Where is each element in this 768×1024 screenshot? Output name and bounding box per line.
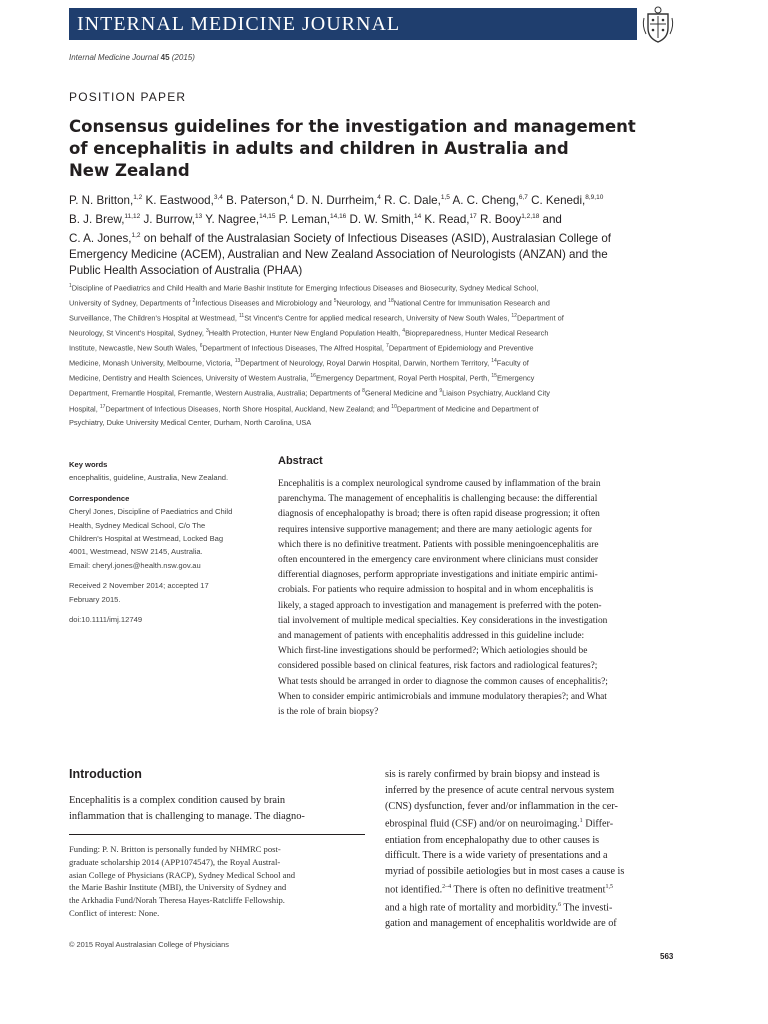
affil-text: General Medicine and: [364, 388, 440, 398]
funding-line: Funding: P. N. Britton is personally funded by NHMRC post-: [69, 844, 281, 854]
affil-text: Biopreparedness, Hunter Medical Research: [405, 328, 549, 338]
affil-ref: 18: [388, 298, 394, 305]
affil-ref: 1,2: [131, 231, 141, 239]
author-kenedi: C. Kenedi,: [527, 193, 586, 207]
affil-ref: 2: [192, 298, 196, 305]
affil-ref: 6: [199, 343, 203, 350]
abstract-line: is the role of brain biopsy?: [278, 707, 379, 718]
affil-ref: 12: [511, 313, 517, 320]
correspondence-heading: Correspondence: [69, 493, 130, 503]
affil-text: Department of Medicine and Department of: [396, 403, 539, 413]
copyright-notice: © 2015 Royal Australasian College of Physicians: [69, 940, 229, 949]
affil-text: Institute, Newcastle, New South Wales,: [69, 343, 200, 353]
abstract-line: What tests should be arranged in order to diagnose the common causes of encephalitis?;: [278, 676, 608, 687]
abstract-line: parenchyma. The management of encephalitis is challenging because: the differential: [278, 494, 598, 505]
affil-ref: 7: [386, 343, 389, 350]
affil-text: University of Sydney, Departments of: [69, 298, 193, 308]
author-line-5: Public Health Association of Australia (PHAA): [69, 263, 303, 277]
affil-ref: 4: [289, 194, 294, 201]
abstract-heading: Abstract: [278, 455, 323, 467]
page-number: 563: [660, 952, 674, 961]
affil-ref: 14,15: [259, 212, 276, 220]
intro-line: Encephalitis is a complex condition caused by brain: [69, 795, 286, 806]
affil-line-2: [69, 295, 689, 310]
intro-text: There is often no definitive treatment: [451, 884, 606, 896]
received-line: February 2015.: [69, 594, 121, 604]
affil-text: Department of: [516, 313, 564, 323]
abstract-line: diagnosis of encephalopathy is broad; there is often rapid disease progression; it often: [278, 509, 600, 520]
citation-ref: 2–4: [442, 883, 452, 890]
author-eastwood: K. Eastwood,: [142, 193, 214, 207]
title-line-2: of encephalitis in adults and children in Australia and: [69, 139, 569, 158]
correspondence-email[interactable]: Email: cheryl.jones@health.nsw.gov.au: [69, 560, 201, 570]
affil-ref: 13: [194, 212, 203, 220]
intro-line: inflammation that is challenging to manage. The diagno-: [69, 811, 305, 822]
citation-year: (2015): [171, 53, 195, 62]
intro-text: ebrospinal fluid (CSF) and/or on neuroimaging.: [385, 818, 580, 830]
journal-citation: [69, 53, 195, 62]
affil-text: Hospital,: [69, 403, 100, 413]
affil-ref: 1,2: [133, 194, 143, 201]
affil-ref: 16: [310, 373, 316, 380]
college-crest-icon: [640, 4, 676, 44]
affil-ref: 11: [238, 313, 245, 320]
affil-text: Department, Fremantle Hospital, Fremantle, Western Australia, Australia; Departments of: [69, 388, 363, 398]
affil-text: St Vincent's Centre for applied medical research, University of New South Wales,: [244, 313, 512, 323]
abstract-line: which there is no definitive treatment. Patients with possible meningoencephalitis are: [278, 539, 599, 550]
affil-ref: 3: [205, 328, 209, 335]
affil-text: Department of Epidemiology and Preventive: [388, 343, 534, 353]
affil-line-7: [69, 370, 689, 385]
received-block: [69, 579, 269, 606]
funding-line: graduate scholarship 2014 (APP1074547), the Royal Austral-: [69, 856, 281, 867]
article-title: [69, 116, 669, 182]
citation-volume: 45: [160, 53, 170, 62]
funding-footnote: [69, 843, 365, 920]
affil-text: Surveillance, The Children's Hospital at Westmead,: [69, 313, 239, 323]
intro-text: not identified.: [385, 884, 443, 896]
affil-line-6: [69, 355, 689, 370]
intro-line: (CNS) dysfunction, fever and/or inflammation in the cer-: [385, 800, 618, 812]
author-group-text: on behalf of the Australasian Society of Infectious Diseases (ASID), Australasian College of: [140, 231, 612, 245]
affil-ref: 6,7: [518, 194, 528, 201]
footnote-divider: [69, 834, 365, 835]
affil-ref: 5: [333, 298, 337, 305]
affil-line-9: [69, 401, 689, 416]
affil-line-5: [69, 340, 689, 355]
affil-ref: 4: [402, 328, 406, 335]
affil-ref: 4: [377, 194, 381, 201]
author-cheng: A. C. Cheng,: [449, 193, 519, 207]
affil-text: Liaison Psychiatry, Auckland City: [442, 388, 550, 398]
author-line-2: [69, 209, 689, 228]
author-brew: B. J. Brew,: [69, 212, 125, 226]
intro-line: [385, 898, 679, 916]
affil-ref: 14,16: [330, 212, 347, 220]
intro-line: difficult. There is a wide variety of presentations and a: [385, 850, 608, 862]
affil-ref: 17: [99, 403, 106, 410]
section-label: POSITION PAPER: [69, 90, 187, 104]
abstract-line: tial involvement of multiple medical specialties. Key considerations in the investigation: [278, 615, 608, 626]
citation-journal: Internal Medicine Journal: [69, 53, 159, 62]
abstract-line: and management of patients with encephalitis addressed in this guideline include:: [278, 631, 585, 642]
journal-banner-title: INTERNAL MEDICINE JOURNAL: [77, 13, 401, 35]
correspondence-line: Cheryl Jones, Discipline of Paediatrics and Child: [69, 507, 233, 517]
affil-text: Department of Infectious Diseases, North Shore Hospital, Auckland, New Zealand; and: [105, 403, 392, 413]
author-line-1: [69, 190, 689, 209]
intro-text: and a high rate of mortality and morbidity.: [385, 902, 559, 914]
affil-text: Emergency: [496, 373, 535, 383]
affil-ref: 8: [362, 388, 365, 395]
title-line-3: New Zealand: [69, 161, 190, 180]
abstract-line: Encephalitis is a complex neurological syndrome caused by inflammation of the brain: [278, 479, 601, 489]
affil-line-1: [69, 280, 689, 295]
affil-ref: 1: [69, 283, 72, 289]
doi-block: [69, 613, 269, 626]
citation-ref: 1: [579, 818, 583, 825]
affil-ref: 1,5: [440, 194, 450, 201]
author-jones: C. A. Jones,: [69, 231, 132, 245]
affil-text: Discipline of Paediatrics and Child Health and Marie Bashir Institute for Emerging Infectious Diseases and Biosecurity, Sydney Medical School,: [71, 283, 539, 293]
author-nagree: Y. Nagree,: [202, 212, 260, 226]
abstract-line: Which first-line investigations should be performed?; Which aetiologies should be: [278, 646, 588, 657]
doi-link[interactable]: doi:10.1111/imj.12749: [69, 615, 143, 625]
author-read: K. Read,: [421, 212, 470, 226]
keywords-block: [69, 458, 269, 485]
funding-line: the Arkhadia Fund/Norah Theresa Hayes-Ratcliffe Fellowship.: [69, 895, 285, 906]
abstract-line: When to consider empiric antimicrobials and immune modulatory therapies?; and What: [278, 691, 607, 702]
affil-ref: 11,12: [124, 212, 141, 220]
affil-text: Medicine, Dentistry and Health Sciences, University of Western Australia,: [69, 373, 311, 383]
correspondence-line: 4001, Westmead, NSW 2145, Australia.: [69, 547, 203, 557]
author-britton: P. N. Britton,: [69, 193, 134, 207]
affil-ref: 17: [469, 212, 477, 220]
affil-ref: 13: [234, 358, 241, 365]
author-durrheim: D. N. Durrheim,: [293, 193, 378, 207]
affil-text: Department of Neurology, Royal Darwin Hospital, Darwin, Northern Territory,: [240, 358, 492, 368]
affil-line-8: [69, 385, 689, 400]
affil-text: Health Protection, Hunter New England Population Health,: [208, 328, 403, 338]
received-line: Received 2 November 2014; accepted 17: [69, 581, 209, 591]
correspondence-block: [69, 492, 269, 572]
affil-text: Department of Infectious Diseases, The Alfred Hospital,: [202, 343, 387, 353]
conflict-line: Conflict of interest: None.: [69, 907, 160, 918]
author-leman: P. Leman,: [275, 212, 331, 226]
author-burrow: J. Burrow,: [140, 212, 195, 226]
citation-ref: 6: [558, 902, 562, 909]
affil-ref: 1,2,18: [521, 212, 540, 220]
intro-line: gation and management of encephalitis worldwide are of: [385, 918, 617, 930]
keywords-heading: Key words: [69, 460, 108, 469]
abstract-line: considered possible based on clinical features, risk factors and radiological features?;: [278, 661, 598, 672]
abstract-body: [278, 477, 679, 720]
introduction-left-column: [69, 793, 365, 825]
intro-line: [385, 814, 679, 832]
abstract-line: often encountered in the emergency care environment where clinicians must consider: [278, 555, 599, 566]
affil-text: Neurology, and: [336, 298, 389, 308]
affil-line-10: Psychiatry, Duke University Medical Center, Durham, North Carolina, USA: [69, 417, 312, 427]
keywords-text: encephalitis, guideline, Australia, New Zealand.: [69, 473, 229, 483]
correspondence-line: Children's Hospital at Westmead, Locked Bag: [69, 534, 224, 544]
funding-line: the Marie Bashir Institute (MBI), the University of Sydney and: [69, 882, 287, 893]
affil-ref: 14: [413, 212, 422, 220]
abstract-line: requires intensive supportive management; and there are many aetiologic agents for: [278, 524, 592, 535]
affil-ref: 15: [491, 373, 497, 380]
author-dale: R. C. Dale,: [380, 193, 441, 207]
affil-text: Medicine, Monash University, Melbourne, Victoria,: [69, 358, 235, 368]
journal-banner: [69, 8, 637, 40]
title-line-1: Consensus guidelines for the investigation and management: [69, 117, 636, 136]
intro-line: inferred by the presence of acute central nervous system: [385, 784, 615, 796]
intro-line: [385, 880, 679, 898]
affil-line-4: [69, 325, 689, 340]
author-line-4: Emergency Medicine (ACEM), Australian and New Zealand Association of Neurologists (ANZAN) and the: [69, 247, 608, 261]
funding-line: asian College of Physicians (RACP), Sydney Medical School and: [69, 869, 296, 880]
author-conjunction: and: [539, 212, 562, 226]
abstract-line: differential diagnoses, perform appropriate investigations and initiate empiric antimi-: [278, 570, 598, 581]
affil-ref: 9: [439, 388, 443, 395]
intro-line: entiation from encephalopathy due to other causes is: [385, 834, 600, 846]
article-sidebar: [69, 458, 269, 633]
abstract-line: crobials. For patients who require admission to hospital and in whom encephalitis is: [278, 585, 594, 596]
affil-ref: 8,9,10: [585, 194, 604, 201]
correspondence-line: Health, Sydney Medical School, C/o The: [69, 520, 206, 530]
intro-text: Differ-: [582, 818, 614, 830]
affil-text: Neurology, St Vincent's Hospital, Sydney,: [69, 328, 206, 338]
affil-text: Emergency Department, Royal Perth Hospital, Perth,: [315, 373, 492, 383]
introduction-right-column: [385, 767, 679, 932]
affil-text: Infectious Diseases and Microbiology and: [195, 298, 334, 308]
affil-ref: 10: [391, 403, 397, 410]
intro-line: sis is rarely confirmed by brain biopsy and instead is: [385, 769, 600, 780]
citation-ref: 1,5: [605, 883, 613, 890]
author-list: [69, 190, 689, 279]
author-paterson: B. Paterson,: [222, 193, 290, 207]
introduction-heading: Introduction: [69, 767, 142, 781]
affil-text: Faculty of: [496, 358, 529, 368]
author-smith: D. W. Smith,: [346, 212, 414, 226]
intro-text: The investi-: [561, 902, 613, 914]
abstract-line: likely, a staged approach to investigation and management is preferred with the poten-: [278, 600, 602, 611]
affil-ref: 14: [491, 358, 497, 365]
affiliations: [69, 280, 689, 429]
author-booy: R. Booy: [476, 212, 522, 226]
affil-text: National Centre for Immunisation Research and: [393, 298, 550, 308]
affil-ref: 3,4: [213, 194, 223, 201]
author-line-3: [69, 228, 689, 247]
affil-line-3: [69, 310, 689, 325]
intro-line: myriad of possibile aetiologies but in most cases a cause is: [385, 866, 625, 878]
